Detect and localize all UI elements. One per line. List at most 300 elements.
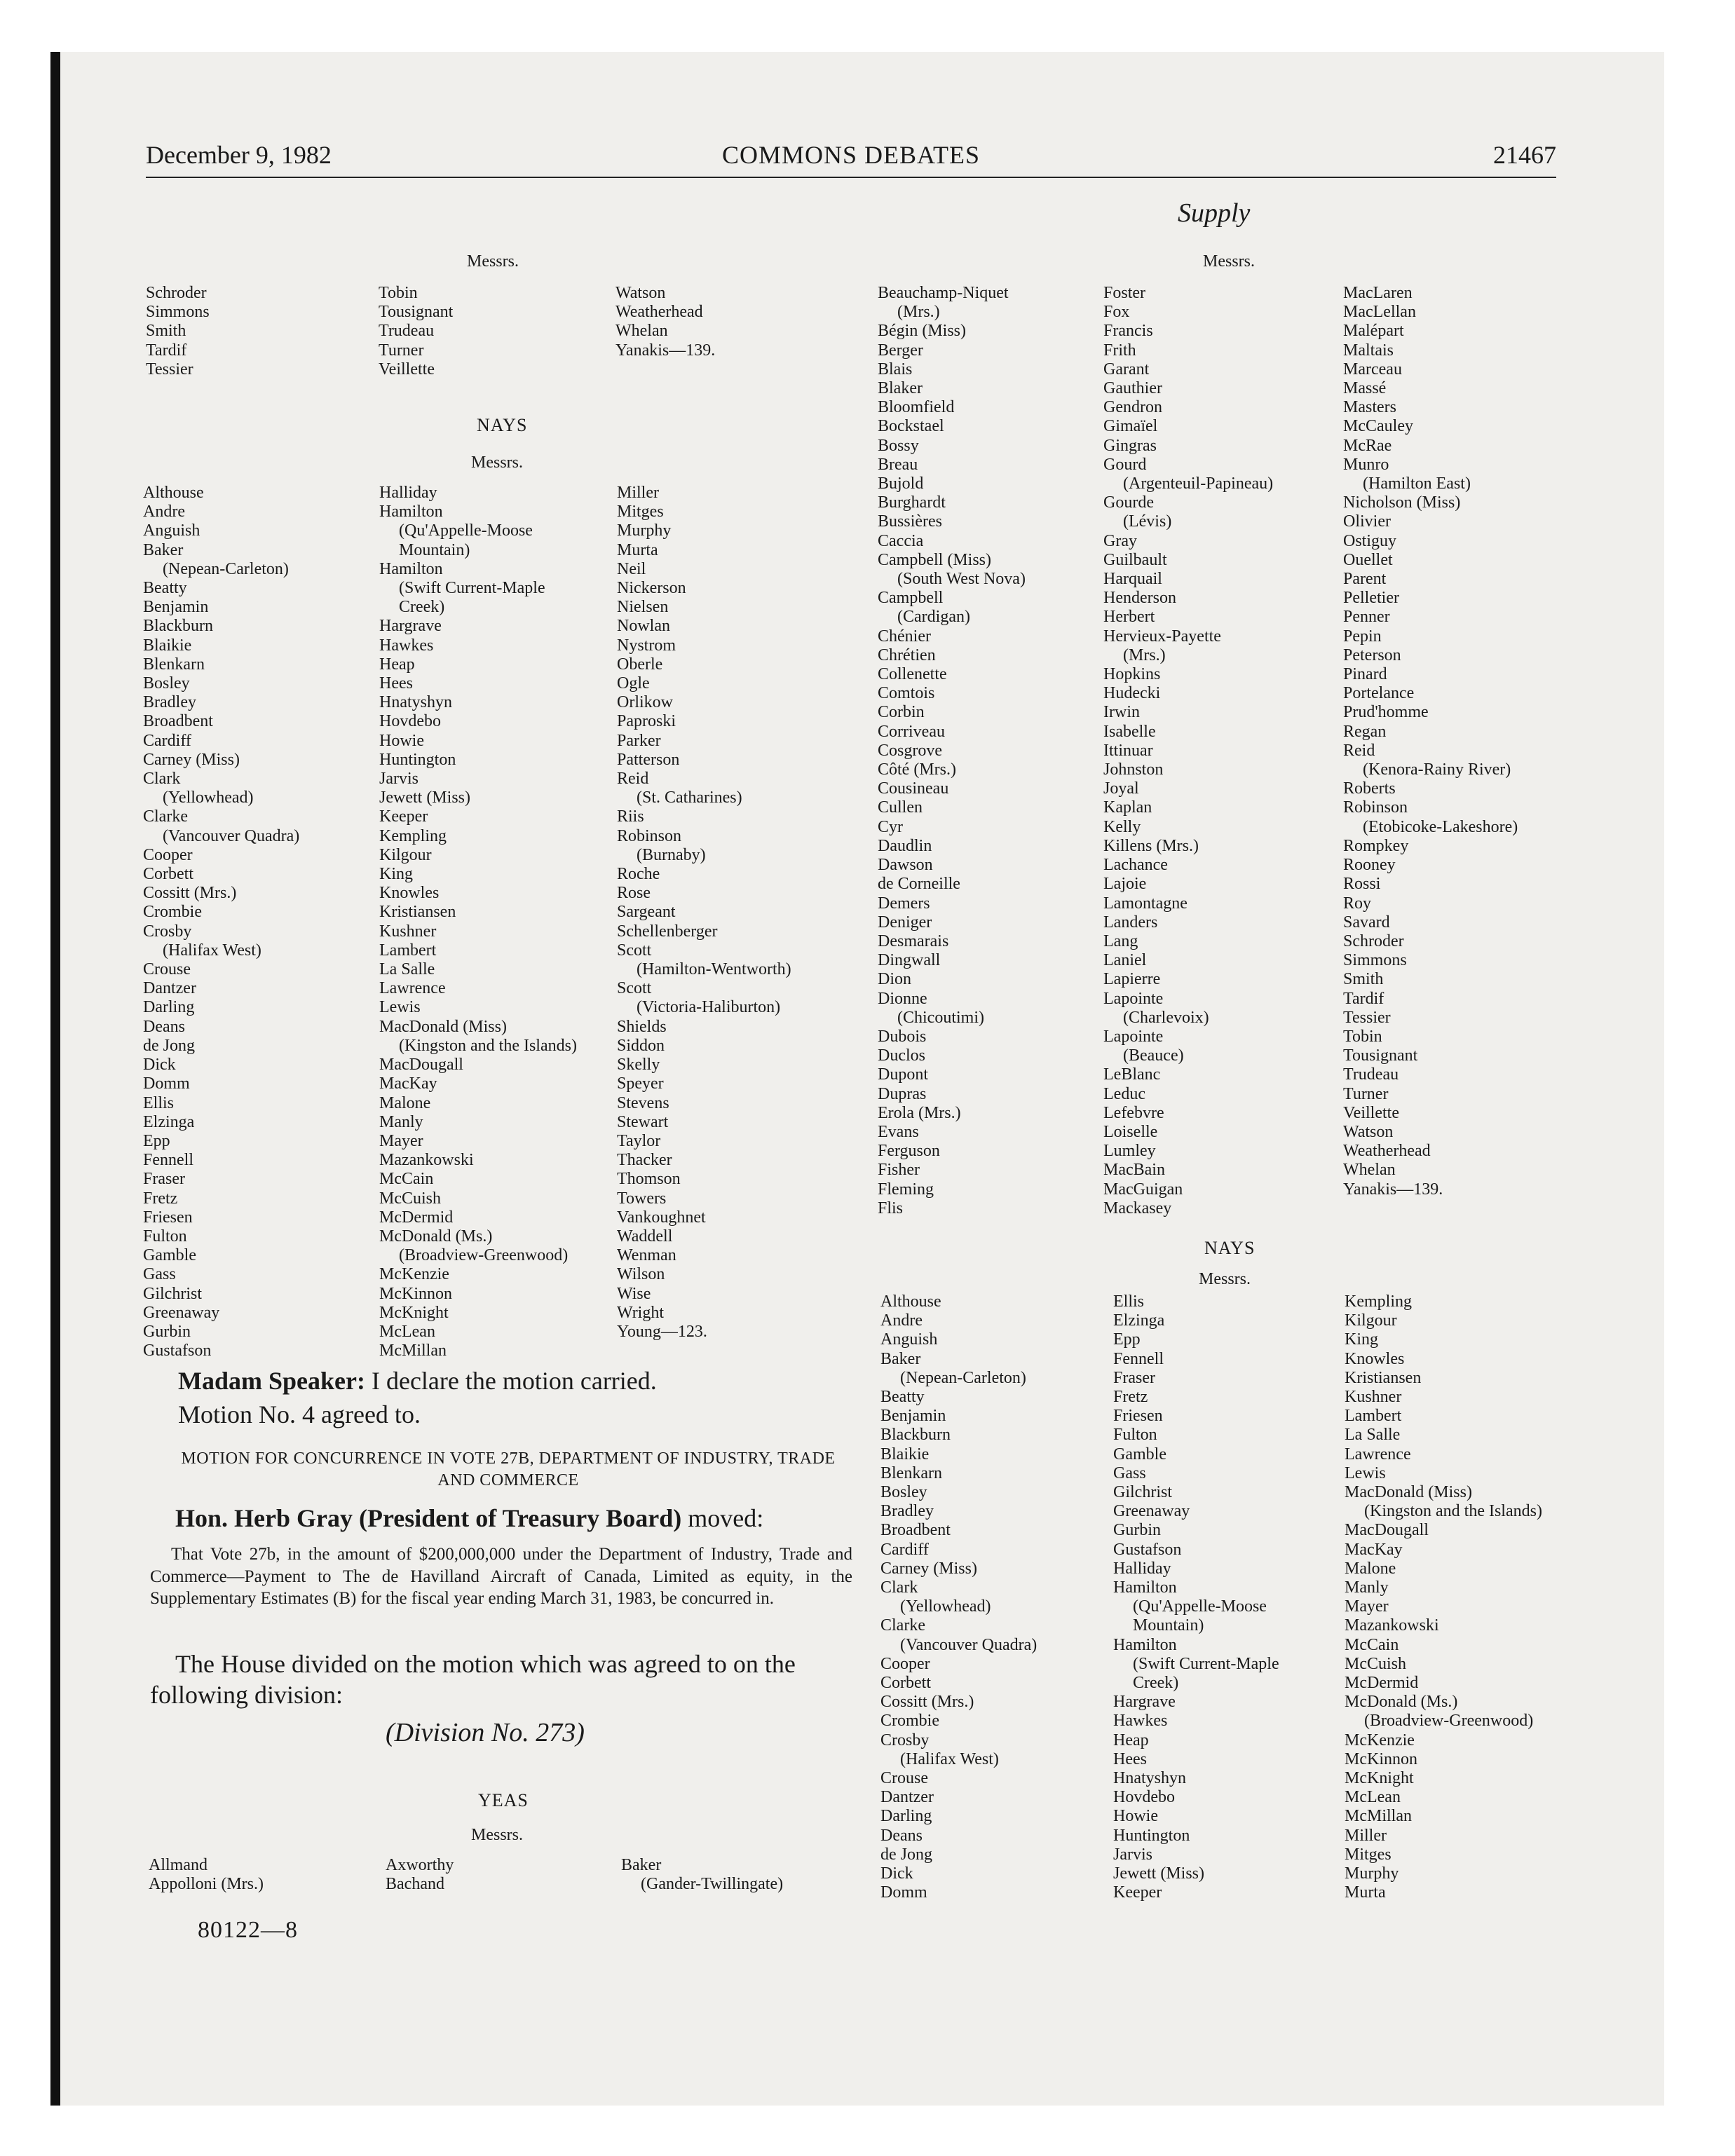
member-name: MacLellan (1343, 303, 1416, 322)
member-name: Mitges (617, 503, 664, 521)
member-name: McKinnon (379, 1284, 452, 1303)
member-name: Lang (1103, 932, 1138, 950)
member-name: Bussières (878, 512, 942, 531)
footer-code: 80122—8 (198, 1917, 298, 1943)
member-name: Loiselle (1103, 1122, 1158, 1141)
member-name: Malépart (1343, 322, 1404, 341)
member-name: Andre (880, 1311, 923, 1330)
member-name: Reid (1343, 741, 1375, 760)
member-name: Chrétien (878, 646, 936, 664)
member-name: Wilson (617, 1265, 665, 1284)
member-name: Simmons (1343, 951, 1407, 970)
mover (175, 1503, 763, 1533)
member-name: Bégin (Miss) (878, 322, 966, 341)
member-name: Simmons (146, 303, 210, 322)
left-nays-col2 (379, 484, 577, 1360)
member-name: (Chicoutimi) (897, 1008, 984, 1027)
member-name: Carney (Miss) (143, 750, 240, 769)
right-nays-label: Messrs. (1199, 1270, 1251, 1288)
member-name: (Kingston and the Islands) (399, 1036, 577, 1055)
member-name: Hawkes (379, 636, 434, 655)
member-name: Fraser (1113, 1368, 1155, 1387)
member-name: Fox (1103, 303, 1130, 322)
member-name: McLean (379, 1322, 435, 1341)
member-name: Hudecki (1103, 684, 1161, 703)
member-name: Manly (1345, 1578, 1389, 1597)
member-name: Shields (617, 1017, 667, 1036)
member-name: (Swift Current-Maple (399, 579, 545, 598)
member-name: Isabelle (1103, 722, 1156, 741)
member-name: Crombie (880, 1712, 939, 1731)
member-name: Tousignant (1343, 1046, 1418, 1065)
member-name: Parent (1343, 570, 1387, 589)
member-name: MacKay (379, 1074, 437, 1093)
member-name: Althouse (880, 1292, 941, 1311)
member-name: Benjamin (880, 1407, 946, 1426)
member-name: Gass (143, 1265, 176, 1284)
member-name: Burghardt (878, 493, 946, 512)
member-name: McDermid (1345, 1674, 1419, 1693)
member-name: Johnston (1103, 760, 1164, 779)
member-name: Garant (1103, 360, 1150, 378)
member-name: McKenzie (1345, 1731, 1415, 1749)
member-name: Killens (Mrs.) (1103, 836, 1199, 855)
speaker-text: I declare the motion carried. (371, 1367, 657, 1395)
member-name: McCain (379, 1170, 434, 1189)
member-name: Nowlan (617, 617, 670, 636)
member-name: de Jong (143, 1036, 195, 1055)
member-name: Keeper (379, 807, 428, 826)
member-name: Crouse (143, 960, 191, 979)
member-name: Lawrence (1345, 1445, 1411, 1464)
member-name: Blaikie (143, 636, 192, 655)
member-name: Frith (1103, 341, 1136, 360)
member-name: Bossy (878, 436, 919, 455)
member-name: Parker (617, 731, 661, 750)
member-name: Huntington (379, 750, 456, 769)
member-name: Mackasey (1103, 1199, 1172, 1217)
member-name: Dubois (878, 1027, 927, 1046)
member-name: (Vancouver Quadra) (900, 1635, 1037, 1654)
member-name: McCuish (379, 1189, 442, 1208)
member-name: MacGuigan (1103, 1180, 1183, 1199)
member-name: Ferguson (878, 1142, 940, 1161)
member-name: Jewett (Miss) (1113, 1864, 1204, 1883)
member-name: Darling (880, 1807, 932, 1826)
member-name: Jarvis (1113, 1845, 1152, 1864)
member-name: McKinnon (1345, 1749, 1417, 1768)
member-name: Nielsen (617, 598, 669, 617)
member-name: Towers (617, 1189, 667, 1208)
page-header (146, 140, 1556, 179)
member-name: Bradley (880, 1502, 934, 1521)
member-name: Bosley (880, 1483, 927, 1502)
member-name: Maltais (1343, 341, 1394, 360)
member-name: Roche (617, 865, 660, 884)
member-name: Fennell (1113, 1349, 1164, 1368)
member-name: Turner (1343, 1084, 1389, 1103)
member-name: Gray (1103, 531, 1137, 550)
member-name: Whelan (615, 322, 668, 341)
left-yeas-label: Messrs. (471, 1826, 524, 1844)
member-name: (Hamilton-Wentworth) (637, 960, 791, 979)
mover-verb: moved: (688, 1504, 764, 1532)
member-name: Rossi (1343, 875, 1381, 894)
member-name: Allmand (149, 1856, 207, 1874)
member-name: Lumley (1103, 1142, 1156, 1161)
member-name: Fleming (878, 1180, 934, 1199)
member-name: Hawkes (1113, 1712, 1168, 1731)
member-name: Dantzer (143, 979, 196, 998)
member-name: MacKay (1345, 1540, 1403, 1559)
member-name: (Halifax West) (163, 941, 261, 960)
member-name: McDermid (379, 1208, 454, 1227)
member-name: (Victoria-Haliburton) (637, 998, 781, 1017)
member-name: Hamilton (1113, 1635, 1177, 1654)
member-name: MacDougall (1345, 1521, 1429, 1540)
member-name: Weatherhead (615, 303, 703, 322)
member-name: Tousignant (379, 303, 454, 322)
header-title: COMMONS DEBATES (721, 141, 981, 169)
left-nays-heading: NAYS (477, 415, 528, 435)
member-name: Bachand (386, 1875, 444, 1894)
member-name: Robinson (617, 826, 682, 845)
page-number: 21467 (1493, 141, 1556, 169)
member-name: Huntington (1113, 1826, 1190, 1845)
member-name: Peterson (1343, 646, 1401, 664)
member-name: Broadbent (143, 712, 213, 731)
member-name: Chénier (878, 627, 931, 646)
member-name: Beatty (880, 1388, 925, 1407)
member-name: Dick (880, 1864, 913, 1883)
member-name: Pepin (1343, 627, 1382, 646)
member-name: Bloomfield (878, 398, 955, 417)
member-name: Lachance (1103, 856, 1168, 875)
member-name: (Beauce) (1123, 1046, 1184, 1065)
member-name: Gass (1113, 1464, 1146, 1482)
member-name: Robinson (1343, 798, 1408, 817)
member-name: Kempling (1345, 1292, 1412, 1311)
member-name: Mayer (1345, 1597, 1389, 1616)
member-name: Lewis (379, 998, 421, 1017)
member-name: Erola (Mrs.) (878, 1103, 961, 1122)
member-name: Kelly (1103, 817, 1141, 836)
member-name: Riis (617, 807, 644, 826)
member-name: McRae (1343, 436, 1392, 455)
member-name: Schroder (1343, 932, 1404, 950)
right-yeas-cont-label: Messrs. (1203, 252, 1256, 271)
member-name: Thomson (617, 1170, 681, 1189)
member-name: Kempling (379, 826, 447, 845)
member-name: McMillan (379, 1342, 447, 1360)
member-name: Blenkarn (880, 1464, 942, 1482)
left-yeas-cont-label: Messrs. (467, 252, 519, 271)
member-name: Corbett (143, 865, 193, 884)
member-name: Roberts (1343, 779, 1396, 798)
member-name: Campbell (878, 589, 944, 608)
member-name: Bockstael (878, 417, 944, 436)
member-name: Elzinga (143, 1112, 195, 1131)
member-name: (Qu'Appelle-Moose (1133, 1597, 1267, 1616)
member-name: Cardiff (143, 731, 191, 750)
member-name: McCain (1345, 1635, 1399, 1654)
member-name: Prud'homme (1343, 703, 1429, 722)
member-name: Demers (878, 894, 930, 913)
member-name: Berger (878, 341, 923, 360)
member-name: Wright (617, 1303, 665, 1322)
member-name: Francis (1103, 322, 1153, 341)
member-name: Rompkey (1343, 836, 1409, 855)
member-name: Veillette (379, 360, 435, 378)
member-name: (Charlevoix) (1123, 1008, 1209, 1027)
member-name: Crouse (880, 1769, 928, 1788)
member-name: McLean (1345, 1788, 1401, 1807)
member-name: Speyer (617, 1074, 664, 1093)
member-name: Greenaway (143, 1303, 220, 1322)
member-name: Appolloni (Mrs.) (149, 1875, 264, 1894)
member-name: Corbin (878, 703, 925, 722)
member-name: Kaplan (1103, 798, 1152, 817)
right-nays-heading: NAYS (1204, 1238, 1256, 1258)
member-name: Watson (1343, 1122, 1394, 1141)
member-name: Turner (379, 341, 424, 360)
member-name: MacDonald (Miss) (1345, 1483, 1472, 1502)
member-name: Pinard (1343, 665, 1387, 684)
member-name: McDonald (Ms.) (1345, 1693, 1458, 1712)
member-name: Heap (1113, 1731, 1149, 1749)
member-name: Hargrave (1113, 1693, 1176, 1712)
member-name: Heap (379, 655, 415, 674)
member-name: Cullen (878, 798, 923, 817)
member-name: de Corneille (878, 875, 960, 894)
member-name: Veillette (1343, 1103, 1399, 1122)
division-statement: The House divided on the motion which was agreed to on the following division: (150, 1650, 796, 1709)
member-name: LeBlanc (1103, 1065, 1161, 1084)
member-name: Mazankowski (1345, 1616, 1439, 1635)
member-name: Keeper (1113, 1883, 1162, 1902)
member-name: Collenette (878, 665, 947, 684)
member-name: (Burnaby) (637, 845, 706, 864)
member-name: Hnatyshyn (1113, 1769, 1186, 1788)
member-name: Masters (1343, 398, 1396, 417)
member-name: McKenzie (379, 1265, 449, 1284)
member-name: Clarke (880, 1616, 925, 1635)
member-name: Kushner (1345, 1388, 1402, 1407)
member-name: Pelletier (1343, 589, 1399, 608)
member-name: Carney (Miss) (880, 1559, 977, 1578)
member-name: Dionne (878, 989, 927, 1008)
right-nays-col3 (1345, 1292, 1542, 1903)
member-name: Weatherhead (1343, 1142, 1431, 1161)
member-name: Creek) (399, 598, 445, 617)
member-name: MacDonald (Miss) (379, 1017, 507, 1036)
member-name: Regan (1343, 722, 1387, 741)
member-name: (Qu'Appelle-Moose (399, 521, 533, 540)
member-name: Orlikow (617, 693, 673, 712)
member-name: MacBain (1103, 1161, 1165, 1180)
member-name: Smith (146, 322, 186, 341)
member-name: Watson (615, 284, 666, 302)
member-name: Comtois (878, 684, 935, 703)
member-name: Leduc (1103, 1084, 1145, 1103)
member-name: (Broadview-Greenwood) (399, 1246, 569, 1265)
member-name: Mazankowski (379, 1151, 474, 1170)
motion-heading: MOTION FOR CONCURRENCE IN VOTE 27B, DEPARTMENT OF INDUSTRY, TRADE AND COMMERCE (181, 1449, 836, 1489)
member-name: (Vancouver Quadra) (163, 826, 300, 845)
member-name: McKnight (1345, 1769, 1414, 1788)
member-name: (Yellowhead) (900, 1597, 991, 1616)
member-name: (Gander-Twillingate) (641, 1875, 784, 1894)
speaker-name: Madam Speaker: (178, 1367, 365, 1395)
member-name: Rose (617, 884, 651, 903)
member-name: Penner (1343, 608, 1390, 627)
member-name: (Nepean-Carleton) (163, 559, 289, 578)
member-name: Malone (379, 1093, 431, 1112)
member-name: Dingwall (878, 951, 941, 970)
member-name: Evans (878, 1122, 919, 1141)
member-name: Halliday (1113, 1559, 1171, 1578)
member-name: Lajoie (1103, 875, 1147, 894)
header-date: December 9, 1982 (146, 141, 332, 169)
member-name: King (1345, 1330, 1378, 1349)
member-name: (Kenora-Rainy River) (1363, 760, 1511, 779)
member-name: (Halifax West) (900, 1749, 999, 1768)
left-yeas-col3 (621, 1856, 783, 1894)
member-name: Yanakis—139. (615, 341, 716, 360)
member-name: Fennell (143, 1151, 193, 1170)
member-name: Tessier (1343, 1008, 1391, 1027)
member-name: Deans (880, 1826, 923, 1845)
member-name: Joyal (1103, 779, 1139, 798)
member-name: (Yellowhead) (163, 789, 254, 807)
member-name: Dupras (878, 1084, 927, 1103)
member-name: Miller (1345, 1826, 1387, 1845)
member-name: Ogle (617, 674, 650, 693)
member-name: Creek) (1133, 1674, 1179, 1693)
member-name: Portelance (1343, 684, 1415, 703)
member-name: Bujold (878, 475, 924, 493)
member-name: Blenkarn (143, 655, 205, 674)
member-name: Kristiansen (1345, 1368, 1422, 1387)
member-name: Althouse (143, 484, 204, 502)
member-name: (South West Nova) (897, 570, 1026, 589)
member-name: Fretz (1113, 1388, 1148, 1407)
member-name: Trudeau (379, 322, 435, 341)
member-name: Mountain) (399, 540, 470, 559)
member-name: Kristiansen (379, 903, 456, 922)
member-name: Gustafson (1113, 1540, 1182, 1559)
member-name: Knowles (1345, 1349, 1405, 1368)
member-name: Tardif (1343, 989, 1384, 1008)
member-name: Vankoughnet (617, 1208, 706, 1227)
member-name: Tobin (379, 284, 418, 302)
member-name: Harquail (1103, 570, 1162, 589)
member-name: (Etobicoke-Lakeshore) (1363, 817, 1518, 836)
member-name: Gurbin (143, 1322, 191, 1341)
member-name: Miller (617, 484, 659, 502)
member-name: Broadbent (880, 1521, 951, 1540)
member-name: Lapointe (1103, 1027, 1164, 1046)
member-name: (Cardigan) (897, 608, 970, 627)
member-name: Hopkins (1103, 665, 1161, 684)
member-name: Reid (617, 770, 649, 789)
member-name: Crosby (880, 1731, 930, 1749)
member-name: Friesen (1113, 1407, 1163, 1426)
section-title: Supply (1178, 198, 1251, 228)
member-name: Greenaway (1113, 1502, 1190, 1521)
header-rule (146, 177, 1556, 178)
member-name: Beauchamp-Niquet (878, 284, 1009, 302)
member-name: Ittinuar (1103, 741, 1153, 760)
member-name: Schroder (146, 284, 207, 302)
member-name: Ouellet (1343, 550, 1393, 569)
member-name: Blackburn (143, 617, 213, 636)
member-name: Gourd (1103, 455, 1147, 474)
member-name: Corbett (880, 1674, 931, 1693)
left-yeas-cont-col2 (379, 284, 453, 379)
member-name: Gilchrist (1113, 1483, 1172, 1502)
member-name: Duclos (878, 1046, 925, 1065)
member-name: Gauthier (1103, 379, 1162, 398)
member-name: (Lévis) (1123, 512, 1172, 531)
member-name: Dick (143, 1056, 176, 1074)
member-name: Campbell (Miss) (878, 550, 991, 569)
member-name: (Hamilton East) (1363, 475, 1471, 493)
member-name: Clarke (143, 807, 188, 826)
member-name: Blackburn (880, 1426, 951, 1445)
member-name: Fretz (143, 1189, 178, 1208)
member-name: Corriveau (878, 722, 945, 741)
member-name: Cyr (878, 817, 903, 836)
member-name: Baker (621, 1856, 662, 1874)
member-name: Gendron (1103, 398, 1162, 417)
member-name: Gingras (1103, 436, 1157, 455)
member-name: Elzinga (1113, 1311, 1165, 1330)
member-name: Desmarais (878, 932, 949, 950)
member-name: Dion (878, 970, 911, 989)
member-name: Friesen (143, 1208, 193, 1227)
member-name: Crosby (143, 922, 192, 941)
member-name: Smith (1343, 970, 1384, 989)
member-name: Skelly (617, 1056, 660, 1074)
member-name: Mitges (1345, 1845, 1392, 1864)
member-name: Lapointe (1103, 989, 1164, 1008)
member-name: Halliday (379, 484, 437, 502)
member-name: Yanakis—139. (1343, 1180, 1443, 1199)
member-name: (Mrs.) (897, 303, 940, 322)
member-name: Hnatyshyn (379, 693, 452, 712)
member-name: Knowles (379, 884, 440, 903)
member-name: Sargeant (617, 903, 676, 922)
member-name: Hamilton (379, 503, 443, 521)
member-name: Cardiff (880, 1540, 929, 1559)
member-name: Fulton (143, 1227, 187, 1246)
left-yeas-heading: YEAS (478, 1790, 529, 1810)
member-name: Hamilton (1113, 1578, 1177, 1597)
member-name: Henderson (1103, 589, 1176, 608)
member-name: Neil (617, 559, 646, 578)
member-name: Epp (143, 1131, 170, 1150)
member-name: Lapierre (1103, 970, 1161, 989)
motion-agreed: Motion No. 4 agreed to. (178, 1400, 421, 1428)
member-name: Howie (379, 731, 424, 750)
right-yeas-cont-col1 (878, 284, 1026, 1218)
member-name: Ostiguy (1343, 531, 1397, 550)
member-name: Trudeau (1343, 1065, 1399, 1084)
member-name: Munro (1343, 455, 1389, 474)
member-name: Murphy (1345, 1864, 1399, 1883)
member-name: Lewis (1345, 1464, 1386, 1482)
